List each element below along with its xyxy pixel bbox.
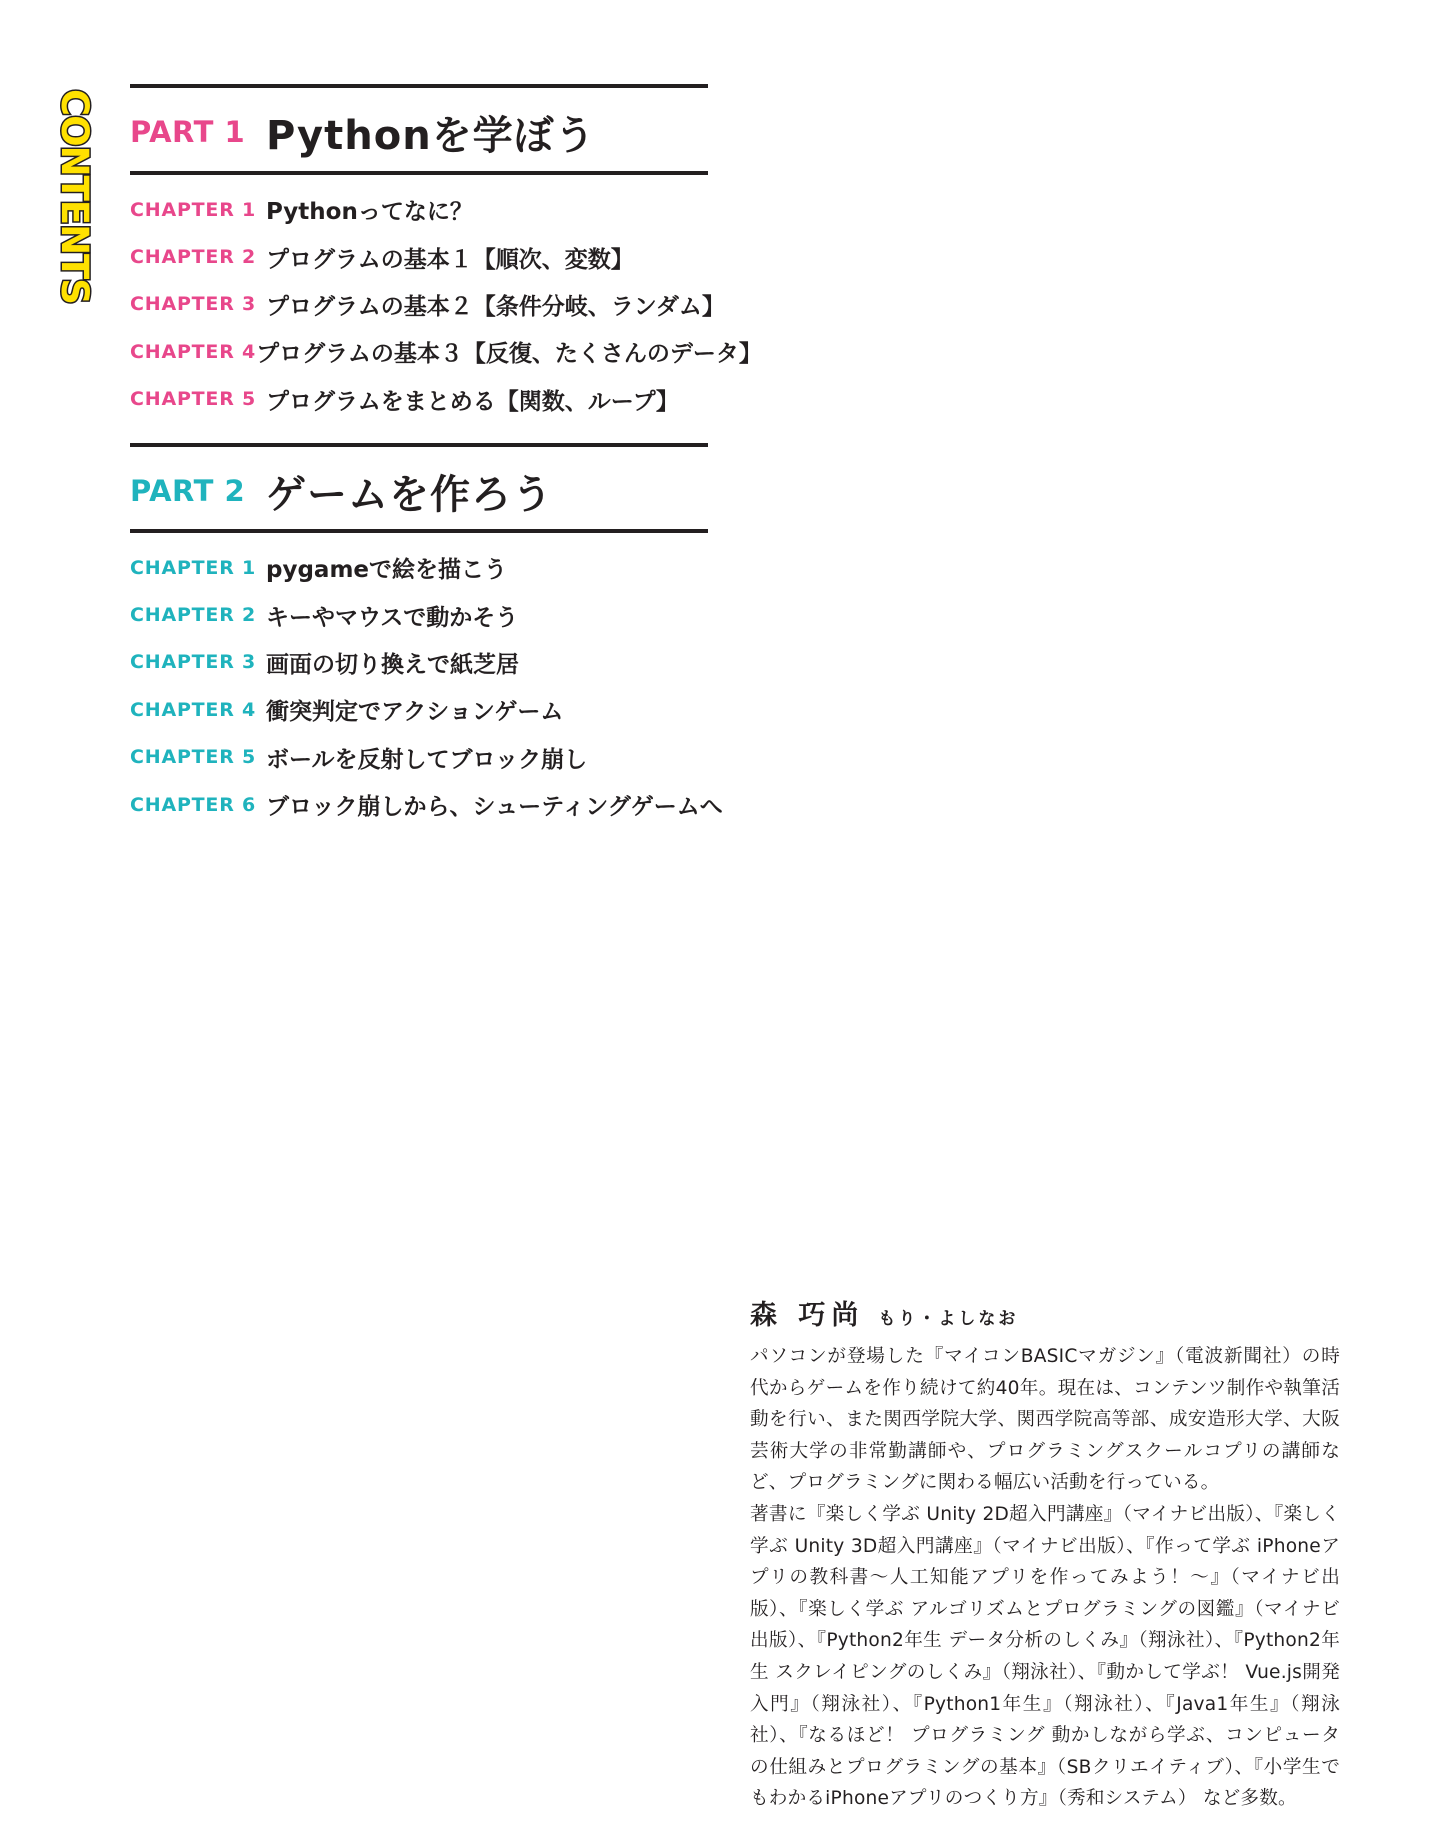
part1-bottom-rule xyxy=(130,171,708,175)
part1-label: PART 1 xyxy=(130,115,246,149)
list-item xyxy=(130,734,730,781)
part2-header xyxy=(130,447,708,535)
list-item xyxy=(130,686,730,733)
chapter-label: CHAPTER 5 xyxy=(130,388,257,411)
list-item xyxy=(130,186,730,233)
list-item xyxy=(130,376,730,423)
chapter-title: キーやマウスで動かそう xyxy=(266,604,519,631)
chapter-label: CHAPTER 1 xyxy=(130,556,257,579)
chapter-title: プログラムをまとめる【関数、ループ】 xyxy=(266,388,679,415)
list-item xyxy=(130,328,762,375)
author-reading: もり・よしなお xyxy=(878,1309,1019,1329)
chapter-label: CHAPTER 2 xyxy=(130,246,257,269)
chapter-title: プログラムの基本１【順次、変数】 xyxy=(266,246,634,273)
author-bio-paragraph: パソコンが登場した『マイコンBASICマガジン』（電波新聞社）の時代からゲームを作り続けて約40年。現在は、コンテンツ制作や執筆活動を行い、また関西学院大学、関西学院高等部、成安造形大学、大阪芸術大学の非常勤講師や、プログラミングスクールコプリの講師など、プログラミングに関わる幅広い活動を行っている。 xyxy=(750,1346,1340,1494)
author-profile xyxy=(750,1293,1340,1815)
list-item xyxy=(130,781,730,828)
chapter-label: CHAPTER 4 xyxy=(130,340,257,363)
list-item xyxy=(130,281,730,328)
contents-side-label: CONTENTS xyxy=(53,89,96,304)
author-name: 森 巧尚 xyxy=(750,1300,865,1331)
part2-chapter-list xyxy=(130,544,730,828)
chapter-label: CHAPTER 6 xyxy=(130,793,257,816)
author-heading xyxy=(750,1293,1340,1333)
chapter-title: プログラムの基本３【反復、たくさんのデータ】 xyxy=(256,341,762,368)
chapter-title: ボールを反射してブロック崩し xyxy=(266,746,588,773)
chapter-label: CHAPTER 2 xyxy=(130,604,257,627)
part1-header xyxy=(130,88,708,176)
chapter-title: 衝突判定でアクションゲーム xyxy=(266,699,564,726)
chapter-label: CHAPTER 4 xyxy=(130,698,257,721)
chapter-title: pygameで絵を描こう xyxy=(266,557,508,584)
part2-bottom-rule xyxy=(130,529,708,533)
list-item xyxy=(130,591,730,638)
author-bio-paragraph: 著書に『楽しく学ぶ Unity 2D超入門講座』（マイナビ出版）、『楽しく学ぶ Unity 3D超入門講座』（マイナビ出版）、『作って学ぶ iPhoneアプリの教科書～人工知能アプリを作ってみよう！～』（マイナビ出版）、『楽しく学ぶ アルゴリズムとプログラミングの図鑑』（マイナビ出版）、『Python2年生 データ分析のしくみ』（翔泳社）、『Python2年生 スクレイピングのしくみ』（翔泳社）、『動かして学ぶ！ Vue.js開発入門』（翔泳社）、『Python1年生』（翔泳社）、『Java1年生』（翔泳社）、『なるほど！ プログラミング 動かしながら学ぶ、コンピュータの仕組みとプログラミングの基本』（SBクリエイティブ）、『小学生でもわかるiPhoneアプリのつくり方』（秀和システム） など多数。 xyxy=(750,1503,1340,1810)
list-item xyxy=(130,544,730,591)
list-item xyxy=(130,639,730,686)
chapter-title: ブロック崩しから、シューティングゲームへ xyxy=(266,794,723,821)
part2-title: ゲームを作ろう xyxy=(266,471,553,518)
part1-title: Pythonを学ぼう xyxy=(266,112,596,159)
part2-label: PART 2 xyxy=(130,474,246,508)
part1-chapter-list xyxy=(130,186,762,423)
author-bio xyxy=(750,1341,1340,1815)
chapter-title: プログラムの基本２【条件分岐、ランダム】 xyxy=(266,293,725,320)
chapter-label: CHAPTER 3 xyxy=(130,293,257,316)
chapter-label: CHAPTER 5 xyxy=(130,746,257,769)
chapter-title: Pythonってなに？ xyxy=(266,199,473,226)
chapter-label: CHAPTER 3 xyxy=(130,651,257,674)
chapter-title: 画面の切り換えで紙芝居 xyxy=(266,651,519,678)
list-item xyxy=(130,233,730,280)
chapter-label: CHAPTER 1 xyxy=(130,198,257,221)
